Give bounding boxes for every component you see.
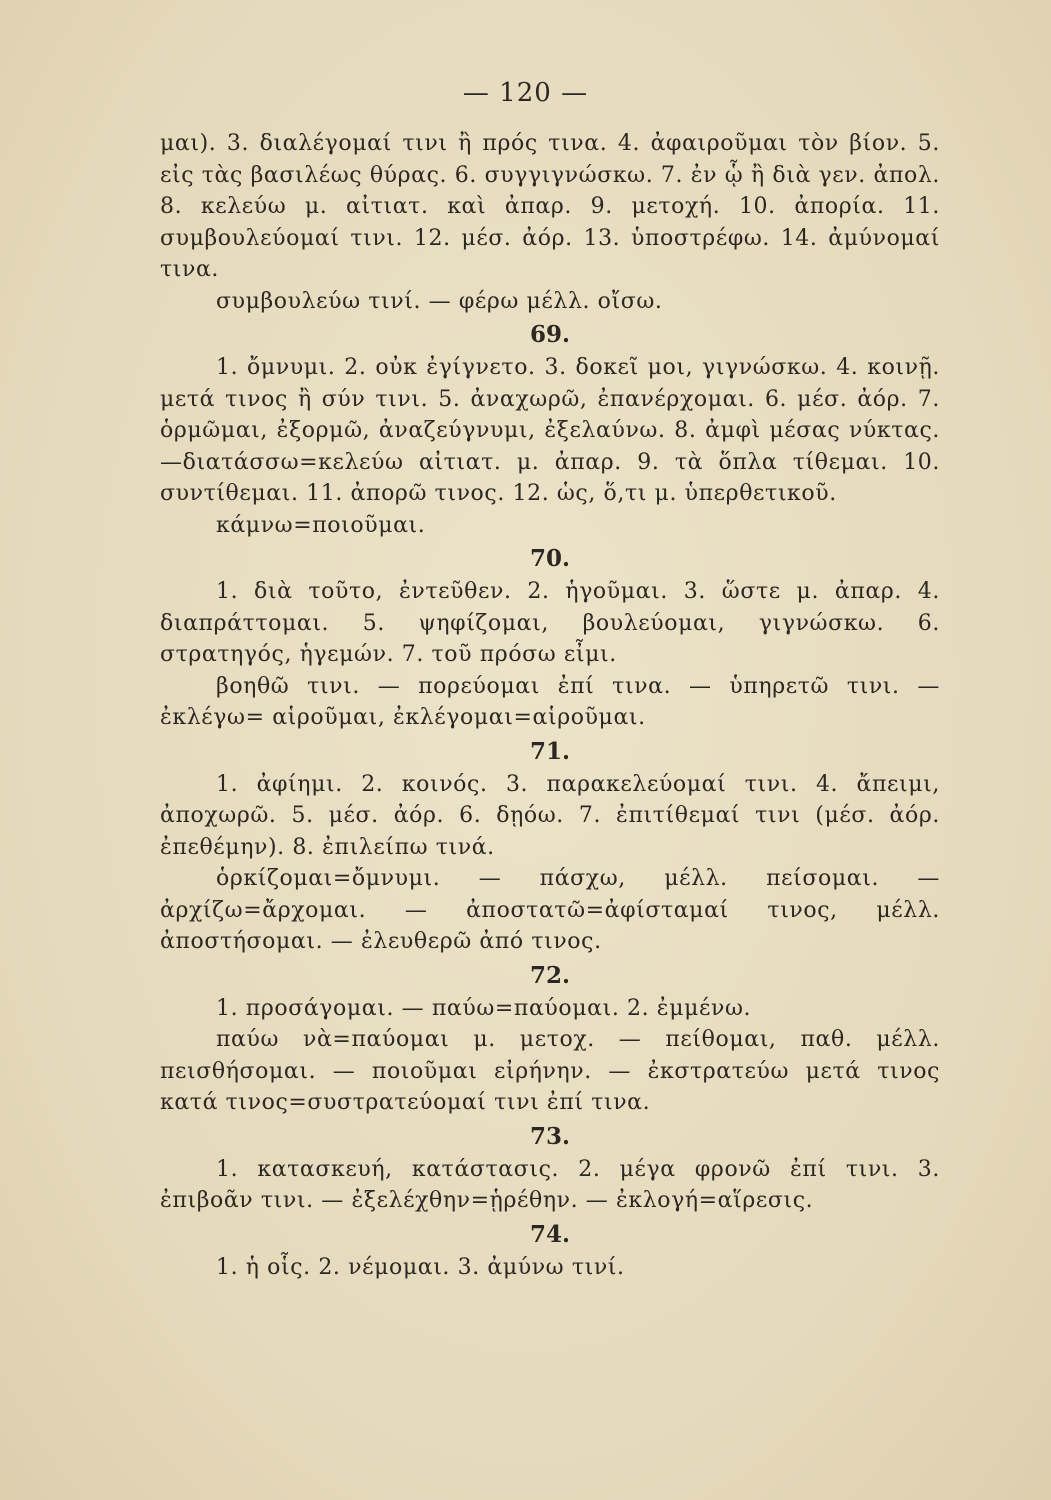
paragraph: 1. προσάγομαι. — παύω=παύομαι. 2. ἐμμένω.	[216, 995, 752, 1021]
section-heading: 70.	[529, 545, 570, 572]
paragraph: ὁρκίζομαι=ὄμνυμι. — πάσχω, μέλλ. πείσομαι. — ἀρχίζω=ἄρχομαι. — ἀποστατῶ=ἀφίσταμαί τινος, μέλλ. ἀποστήσομαι. — ἐλευθερῶ ἀπό τινος.	[160, 866, 940, 954]
paragraph: συμβουλεύω τινί. — φέρω μέλλ. οἴσω.	[216, 288, 663, 314]
section-heading: 73.	[529, 1122, 570, 1150]
page-number: — 120 —	[462, 78, 589, 108]
section-heading: 69.	[529, 321, 570, 348]
section-heading: 72.	[529, 961, 570, 989]
section-heading: 71.	[529, 737, 570, 765]
paragraph: παύω νὰ=παύομαι μ. μετοχ. — πείθομαι, παθ. μέλλ. πεισθήσομαι. — ποιοῦμαι εἰρήνην. — ἐκστρατεύω μετά τινος κατά τινος=συστρατεύομαί τινι ἐπί τινα.	[160, 1027, 940, 1115]
paragraph: 1. ὄμνυμι. 2. οὐκ ἐγίγνετο. 3. δοκεῖ μοι, γιγνώσκω. 4. κοινῇ. μετά τινος ἢ σύν τινι. 5. ἀναχωρῶ, ἐπανέρχομαι. 6. μέσ. ἀόρ. 7. ὁρμῶμαι, ἐξορμῶ, ἀναζεύγνυμι, ἐξελαύνω. 8. ἀμφὶ μέσας νύκτας. —διατάσσω=κελεύω αἰτιατ. μ. ἀπαρ. 9. τὰ ὅπλα τίθεμαι. 10. συντίθεμαι. 11. ἀπορῶ τινος. 12. ὡς, ὅ,τι μ. ὑπερθετικοῦ.	[160, 355, 940, 506]
text-body	[160, 128, 940, 1283]
paragraph: 1. ἀφίημι. 2. κοινός. 3. παρακελεύομαί τινι. 4. ἄπειμι, ἀποχωρῶ. 5. μέσ. ἀόρ. 6. δῃόω. 7. ἐπιτίθεμαί τινι (μέσ. ἀόρ. ἐπεθέμην). 8. ἐπιλείπω τινά.	[160, 771, 940, 860]
paragraph: 1. κατασκευή, κατάστασις. 2. μέγα φρονῶ ἐπί τινι. 3. ἐπιβοᾶν τινι. — ἐξελέχθην=ᾑρέθην. — ἐκλογή=αἵρεσις.	[160, 1156, 940, 1213]
paragraph: 1. ἡ οἷς. 2. νέμομαι. 3. ἀμύνω τινί.	[216, 1254, 625, 1280]
paragraph-continuation: μαι). 3. διαλέγομαί τινι ἢ πρός τινα. 4. ἀφαιροῦμαι τὸν βίον. 5. εἰς τὰς βασιλέως θύρας. 6. συγγιγνώσκω. 7. ἐν ᾧ ἢ διὰ γεν. ἀπολ. 8. κελεύω μ. αἰτιατ. καὶ ἀπαρ. 9. μετοχή. 10. ἀπορία. 11. συμβουλεύομαί τινι. 12. μέσ. ἀόρ. 13. ὑποστρέφω. 14. ἀμύνομαί τινα.	[160, 131, 940, 282]
section-heading: 74.	[529, 1220, 570, 1248]
paragraph: βοηθῶ τινι. — πορεύομαι ἐπί τινα. — ὑπηρετῶ τινι. — ἐκλέγω= αἱροῦμαι, ἐκλέγομαι=αἱροῦμαι.	[160, 673, 940, 730]
paragraph: 1. διὰ τοῦτο, ἐντεῦθεν. 2. ἡγοῦμαι. 3. ὥστε μ. ἀπαρ. 4. διαπράττομαι. 5. ψηφίζομαι, βουλεύομαι, γιγνώσκω. 6. στρατηγός, ἡγεμών. 7. τοῦ πρόσω εἶμι.	[160, 579, 940, 667]
paragraph: κάμνω=ποιοῦμαι.	[216, 512, 426, 538]
